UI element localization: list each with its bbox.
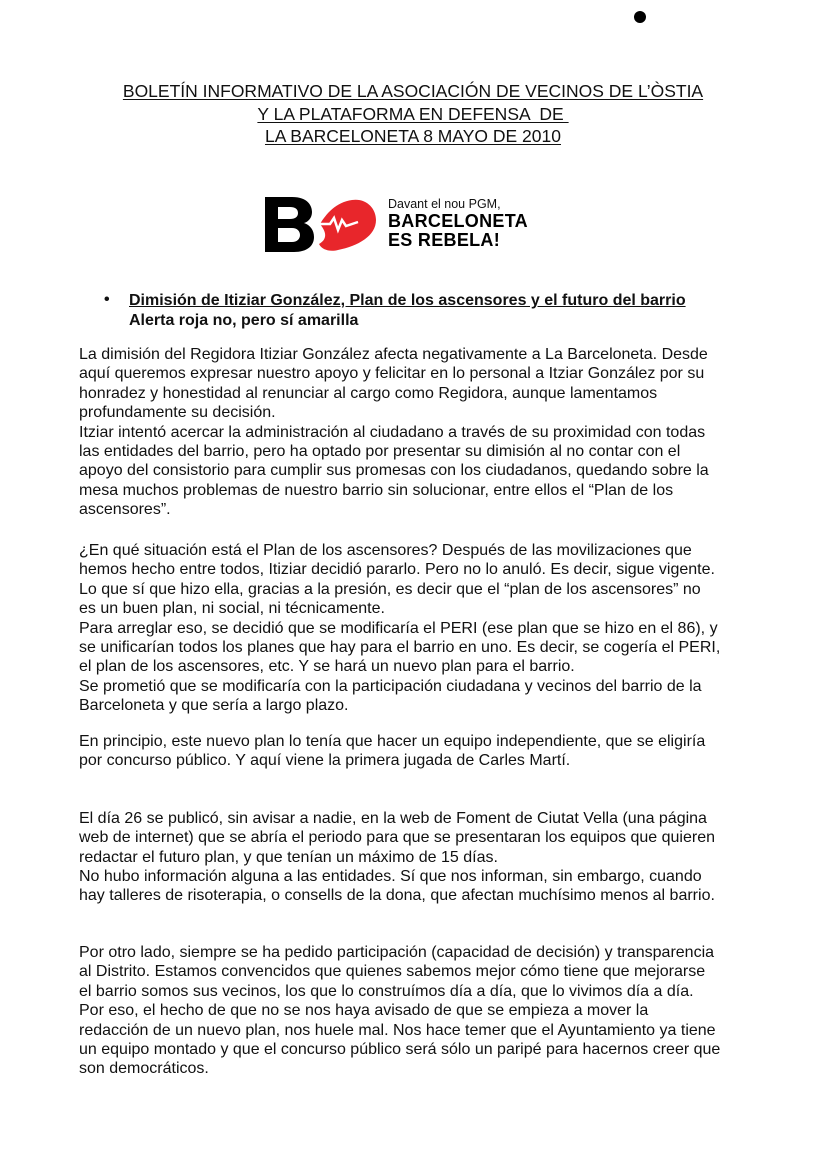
logo-line-2: ES REBELA! xyxy=(388,230,501,250)
page-marker-dot xyxy=(634,11,646,23)
paragraph-line: el barrio somos sus vecinos, los que lo construímos día a día, que lo vivimos día a día. xyxy=(79,982,694,1000)
paragraph-line: No hubo información alguna a las entidades. Sí que nos informan, sin embargo, cuando xyxy=(79,868,702,885)
paragraph-line: mesa muchos problemas de nuestro barrio sin solucionar, entre ellos el “Plan de los xyxy=(79,481,674,499)
paragraph-line: Lo que sí que hizo ella, gracias a la presión, es decir que el “plan de los ascensores” no xyxy=(79,580,701,598)
paragraph-line: redacción de un nuevo plan, nos huele mal. Nos hace temer que el Ayuntamiento ya tiene xyxy=(79,1021,716,1039)
paragraph-line: El día 26 se publicó, sin avisar a nadie, en la web de Foment de Ciutat Vella (una página xyxy=(79,810,707,827)
paragraph-no-information xyxy=(79,867,715,906)
paragraph-line: La dimisión del Regidora Itiziar González afecta negativamente a La Barceloneta. Desde xyxy=(79,346,708,363)
paragraph-line: un equipo montado y que el concurso público será sólo un paripé para hacernos creer que xyxy=(79,1041,721,1059)
paragraph-line: al Distrito. Estamos convencidos que quienes sabemos mejor cómo tiene que mejorarse xyxy=(79,963,706,981)
paragraph-line: Para arreglar eso, se decidió que se modificaría el PERI (ese plan que se hizo en el 86), y xyxy=(79,619,718,637)
paragraph-line: Por otro lado, siempre se ha pedido participación (capacidad de decisión) y transparencia xyxy=(79,944,715,961)
paragraph-new-plan xyxy=(79,732,705,771)
section-subheading: Alerta roja no, pero sí amarilla xyxy=(129,312,359,329)
barceloneta-rebela-logo xyxy=(262,192,562,256)
paragraph-line: ¿En qué situación está el Plan de los ascensores? Después de las movilizaciones que xyxy=(79,542,692,559)
paragraph-line: web de internet) que se abría el periodo para que se presentaran los equipos que quieren xyxy=(79,829,715,847)
paragraph-line: honradez y honestidad al renunciar al cargo como Regidora, aunque lamentamos xyxy=(79,384,658,402)
paragraph-participation xyxy=(79,943,720,1079)
section-heading xyxy=(129,291,686,331)
paragraph-line: Itziar intentó acercar la administración al ciudadano a través de su proximidad con todas xyxy=(79,423,706,441)
paragraph-resignation xyxy=(79,345,709,520)
paragraph-line: Por eso, el hecho de que no se nos haya avisado de que se empieza a mover la xyxy=(79,1002,649,1020)
paragraph-line: es un buen plan, ni social, ni técnicamente. xyxy=(79,600,385,618)
paragraph-line: En principio, este nuevo plan lo tenía que hacer un equipo independiente, que se eligiría xyxy=(79,733,706,750)
bulletin-title xyxy=(0,80,826,148)
paragraph-line: apoyo del consistorio para cumplir sus promesas con los ciudadanos, quedando sobre la xyxy=(79,462,709,480)
paragraph-line: por concurso público. Y aquí viene la primera jugada de Carles Martí. xyxy=(79,752,571,770)
paragraph-line: las entidades del barrio, pero ha optado por presentar su dimisión al no contar con el xyxy=(79,443,681,461)
paragraph-line: Barceloneta y que sería a largo plazo. xyxy=(79,697,349,715)
paragraph-line: Se prometió que se modificaría con la participación ciudadana y vecinos del barrio de la xyxy=(79,677,702,695)
paragraph-line: se unificarían todos los planes que hay para el barrio en uno. Es decir, se cogería el PERI, xyxy=(79,639,721,657)
title-line-3: LA BARCELONETA 8 MAYO DE 2010 xyxy=(264,126,561,146)
paragraph-line: hay talleres de risoterapia, o consells de la dona, que afectan muchísimo menos al barrio. xyxy=(79,887,715,905)
logo-subtitle: Davant el nou PGM, xyxy=(388,197,501,211)
paragraph-line: hemos hecho entre todos, Itiziar decidió pararlo. Pero no lo anuló. Es decir, sigue vigente. xyxy=(79,561,715,579)
paragraph-elevator-plan xyxy=(79,541,720,716)
paragraph-line: ascensores”. xyxy=(79,501,171,519)
paragraph-line: el plan de los ascensores, etc. Y se hará un nuevo plan para el barrio. xyxy=(79,658,575,676)
paragraph-line: son democráticos. xyxy=(79,1060,209,1078)
paragraph-line: redactar el futuro plan, y que tenían un máximo de 15 días. xyxy=(79,848,498,866)
logo-line-1: BARCELONETA xyxy=(388,211,528,231)
paragraph-line: aquí queremos expresar nuestro apoyo y felicitar en lo personal a Itziar González por su xyxy=(79,365,705,383)
title-line-2: Y LA PLATAFORMA EN DEFENSA DE xyxy=(257,103,569,124)
title-line-1: BOLETÍN INFORMATIVO DE LA ASOCIACIÓN DE VECINOS DE L’ÒSTIA xyxy=(122,81,704,101)
paragraph-publication xyxy=(79,809,715,867)
b-heart-logo-icon xyxy=(262,192,382,256)
paragraph-line: profundamente su decisión. xyxy=(79,404,276,422)
section-heading-title: Dimisión de Itiziar González, Plan de los ascensores y el futuro del barrio xyxy=(129,292,686,309)
bullet-marker: • xyxy=(104,291,110,308)
